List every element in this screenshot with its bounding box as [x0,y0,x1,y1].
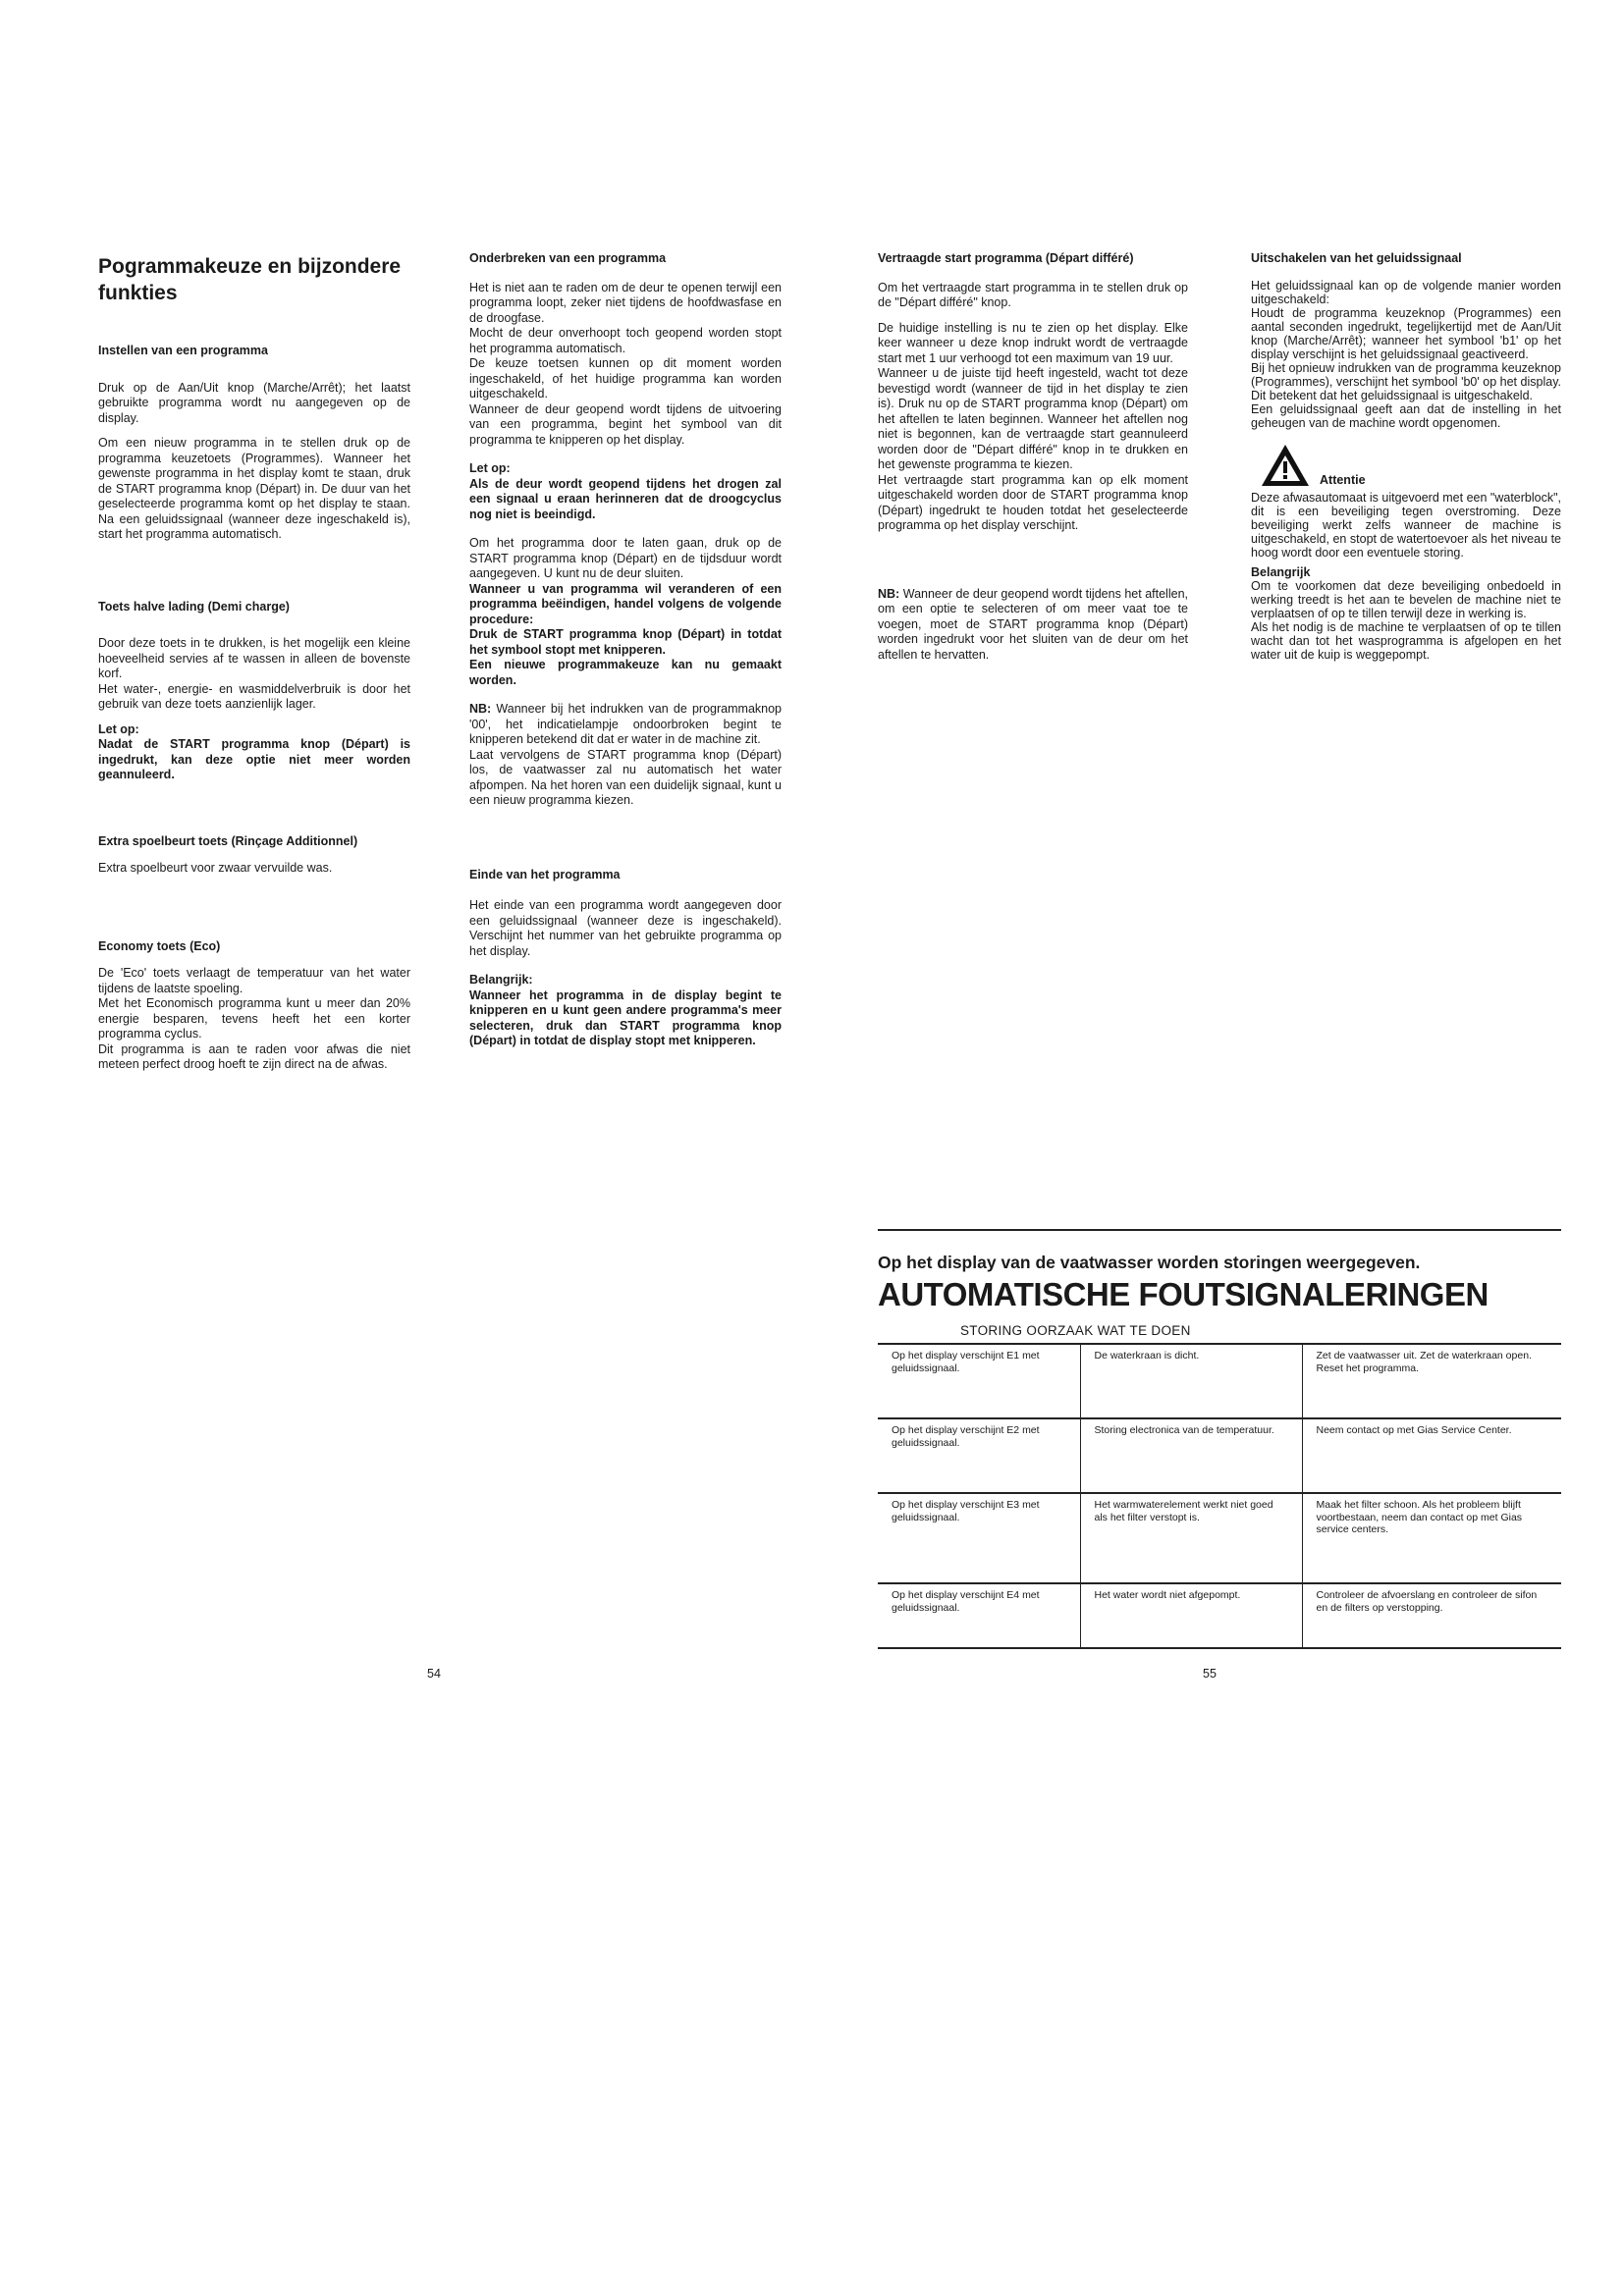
column-3 [878,251,1188,672]
paragraph: Om te voorkomen dat deze beveiliging onbedoeld in werking treedt is het aan te bevelen de machine niet te verplaatsen of op te tillen terwijl deze in werking is. [1251,579,1561,620]
paragraph: Mocht de deur onverhoopt toch geopend worden stopt het programma automatisch. [469,326,782,355]
paragraph: Als het nodig is de machine te verplaatsen of op te tillen wacht dan tot het wasprogramma is afgelopen en het water uit de kuip is weggepompt. [1251,620,1561,662]
column-1 [98,253,410,1083]
paragraph: Het einde van een programma wordt aangegeven door een geluidssignaal (wanneer deze is ingeschakeld). Verschijnt het nummer van het gebruikte programma op het display. [469,898,782,958]
page-number-left: 54 [427,1667,441,1681]
cell-storing: Op het display verschijnt E2 met geluidssignaal. [892,1424,1040,1449]
heading-onderbreken: Onderbreken van een programma [469,251,667,265]
paragraph: Om het programma door te laten gaan, druk op de START programma knop (Départ) en de tijdsduur wordt aangegeven. U kunt nu de deur sluiten. [469,536,782,580]
paragraph: Druk op de Aan/Uit knop (Marche/Arrêt); het laatst gebruikte programma wordt nu aangegeven op de display. [98,380,410,425]
page-number-right: 55 [1203,1667,1217,1681]
important-label: Belangrijk: [469,973,533,987]
paragraph: Door deze toets in te drukken, is het mogelijk een kleine hoeveelheid servies af te wassen in alleen de bovenste korf. [98,636,410,680]
paragraph: Om een nieuw programma in te stellen druk op de programma keuzetoets (Programmes). Wanneer het gewenste programma in het display komt te staan, druk de START programma knop (Départ) in. De duur van het geselecteerde programma komt op het display te staan. Na een geluidssignaal (wanneer deze ingeschakeld is), start het programma automatisch. [98,436,410,541]
paragraph: Bij het opnieuw indrukken van de programma keuzeknop (Programmes), verschijnt het symbool 'b0' op het display. Dit betekent dat het geluidssignaal is uitgeschakeld. [1251,361,1561,402]
procedure-text: Wanneer u van programma wil veranderen of een programma beëindigen, handel volgens de volgende procedure: [469,581,782,626]
paragraph: Om het vertraagde start programma in te stellen druk op de "Départ différé" knop. [878,280,1188,309]
table-row [878,1493,1561,1583]
section-divider [878,1229,1561,1231]
warning-text: Deze afwasautomaat is uitgevoerd met een "waterblock", dit is een beveiliging tegen overstroming. Deze beveiliging werkt zelfs wanneer de machine is uitgeschakeld, en stopt de watertoevoer als het niveau te hoog wordt door een eventuele storing. [1251,491,1561,560]
nb-paragraph [878,587,1188,664]
errors-title: AUTOMATISCHE FOUTSIGNALERINGEN [878,1276,1489,1312]
table-row [878,1344,1561,1418]
nb-text: Wanneer bij het indrukken van de programmaknop '00', het indicatielampje ondoorbroken begint te knipperen betekend dit dat er water in de machine zit. [469,702,782,746]
table-row [878,1583,1561,1648]
heading-rincage: Extra spoelbeurt toets (Rinçage Additionnel) [98,833,358,848]
important-text: Wanneer het programma in de display begint te knipperen en u kunt geen andere programma's meer selecteren, druk dan START programma knop (Départ) in totdat de display stopt met knipperen. [469,988,782,1047]
paragraph: Wanneer de deur geopend wordt tijdens de uitvoering van een programma, begint het symbool van dit programma te knipperen op het display. [469,401,782,447]
paragraph: Het water-, energie- en wasmiddelverbruik is door het gebruik van deze toets aanzienlijk lager. [98,681,410,711]
warning-block [1251,442,1561,491]
note-label: Let op: [98,721,139,736]
column-2 [469,251,782,1059]
cell-oorzaak: De waterkraan is dicht. [1080,1344,1302,1418]
cell-storing: Op het display verschijnt E4 met geluidssignaal. [892,1589,1040,1614]
important-label: Belangrijk [1251,565,1311,579]
note-label: Let op: [469,461,511,475]
warning-triangle-icon [1259,442,1312,489]
heading-demi-charge: Toets halve lading (Demi charge) [98,599,290,614]
heading-instellen: Instellen van een programma [98,344,268,357]
note-text: Nadat de START programma knop (Départ) is ingedrukt, kan deze optie niet meer worden geannuleerd. [98,737,410,781]
nb-label: NB: [878,586,900,601]
procedure-text: Druk de START programma knop (Départ) in totdat het symbool stopt met knipperen. [469,627,782,657]
errors-intro: Op het display van de vaatwasser worden storingen weergegeven. [878,1253,1421,1272]
procedure-text: Een nieuwe programmakeuze kan nu gemaakt worden. [469,658,782,687]
error-table [878,1343,1561,1649]
heading-eco: Economy toets (Eco) [98,938,221,953]
warning-label: Attentie [1320,473,1366,487]
paragraph: Het vertraagde start programma kan op elk moment uitgeschakeld worden door de START programma knop (Départ) ingedrukt te houden totdat het geselecteerde programma op het display verschijnt. [878,472,1188,532]
page-title: Pogrammakeuze en bijzondere funkties [98,255,402,304]
cell-storing: Op het display verschijnt E3 met geluidssignaal. [892,1499,1040,1523]
heading-einde: Einde van het programma [469,867,621,881]
paragraph: Een geluidssignaal geeft aan dat de instelling in het geheugen van de machine wordt opgenomen. [1251,402,1561,430]
table-header: STORING OORZAAK WAT TE DOEN [960,1323,1191,1338]
table-row [878,1418,1561,1493]
cell-actie: Neem contact op met Gias Service Center. [1302,1418,1561,1493]
paragraph: De keuze toetsen kunnen op dit moment worden ingeschakeld, of het huidige programma kan worden uitgeschakeld. [469,356,782,400]
cell-oorzaak: Storing electronica van de temperatuur. [1080,1418,1302,1493]
paragraph: Het is niet aan te raden om de deur te openen terwijl een programma loopt, zeker niet tijdens de hoofdwasfase en de droogfase. [469,280,782,325]
cell-oorzaak: Het water wordt niet afgepompt. [1080,1583,1302,1648]
cell-actie: Zet de vaatwasser uit. Zet de waterkraan open. Reset het programma. [1302,1344,1561,1418]
cell-actie: Maak het filter schoon. Als het probleem blijft voortbestaan, neem dan contact op met Gias service centers. [1302,1493,1561,1583]
note-text: Als de deur wordt geopend tijdens het drogen zal een signaal u eraan herinneren dat de droogcyclus nog niet is beeindigd. [469,476,782,521]
cell-storing: Op het display verschijnt E1 met geluidssignaal. [892,1350,1040,1374]
nb-text: Wanneer de deur geopend wordt tijdens het aftellen, om een optie te selecteren of om meer vaat toe te voegen, moet de START programma knop (Départ) worden ingedrukt voor het sluiten van de deur om het aftellen te hervatten. [878,586,1188,662]
paragraph: Houdt de programma keuzeknop (Programmes) een aantal seconden ingedrukt, tegelijkertijd met de Aan/Uit knop (Marche/Arrêt); wanneer het symbool 'b1' op het display verschijnt is het geluidssignaal geactiveerd. [1251,306,1561,361]
nb-paragraph [469,702,782,748]
paragraph: De 'Eco' toets verlaagt de temperatuur van het water tijdens de laatste spoeling. [98,966,410,995]
paragraph: Dit programma is aan te raden voor afwas die niet meteen perfect droog hoeft te zijn direct na de afwas. [98,1041,410,1071]
paragraph: Het geluidssignaal kan op de volgende manier worden uitgeschakeld: [1251,279,1561,306]
cell-actie: Controleer de afvoerslang en controleer de sifon en de filters op verstopping. [1302,1583,1561,1648]
column-4 [1251,251,1561,671]
paragraph: Extra spoelbeurt voor zwaar vervuilde was. [98,861,333,875]
heading-vertraagde-start: Vertraagde start programma (Départ différé) [878,251,1134,265]
heading-geluidssignaal: Uitschakelen van het geluidssignaal [1251,251,1462,265]
cell-oorzaak: Het warmwaterelement werkt niet goed als het filter verstopt is. [1080,1493,1302,1583]
paragraph: Met het Economisch programma kunt u meer dan 20% energie besparen, tevens heeft het een korter programma cyclus. [98,996,410,1041]
paragraph: Wanneer u de juiste tijd heeft ingesteld, wacht tot deze bevestigd wordt (wanneer de tijd in het display te zien is). Druk nu op de START programma knop (Départ) om het aftellen te laten beginnen. Wanneer het aftellen nog niet is begonnen, kan de vertraagde start geannuleerd worden door de "Départ différé" knop in te drukken en het gewenste programma te kiezen. [878,366,1188,471]
nb-label: NB: [469,702,492,716]
paragraph: De huidige instelling is nu te zien op het display. Elke keer wanneer u deze knop indrukt wordt de vertraagde start met 1 uur verhoogd tot een maximum van 19 uur. [878,320,1188,365]
paragraph: Laat vervolgens de START programma knop (Départ) los, de vaatwasser zal nu automatisch het water afpompen. Na het horen van een duidelijk signaal, kunt u een nieuw programma kiezen. [469,747,782,807]
